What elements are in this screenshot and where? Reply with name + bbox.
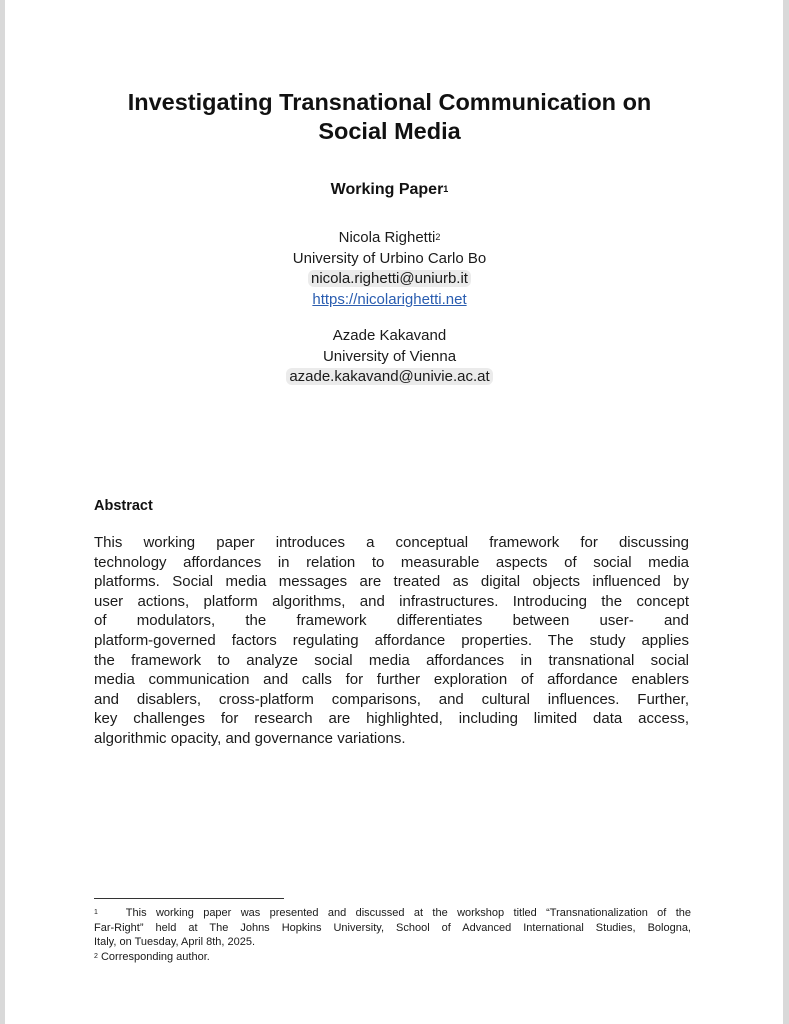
abstract-line: platform-governed factors regulating affordance properties. The study applies <box>94 631 689 649</box>
footnote-1-marker: 1 <box>94 909 98 916</box>
abstract-line: algorithmic opacity, and governance variations. <box>94 729 406 747</box>
author-affiliation: University of Urbino Carlo Bo <box>292 249 487 267</box>
abstract-body <box>94 533 689 749</box>
abstract-line: key challenges for research are highlighted, including limited data access, <box>94 710 689 728</box>
author-website-link[interactable]: https://nicolarighetti.net <box>312 290 467 308</box>
abstract-line: This working paper introduces a conceptual framework for discussing <box>94 534 689 551</box>
author-affiliation: University of Vienna <box>322 347 457 365</box>
paper-title <box>0 88 784 146</box>
paper-subtitle <box>0 180 784 200</box>
author-name: Azade Kakavand <box>332 327 447 344</box>
footnote-2-line <box>94 950 691 965</box>
footnote-text: This working paper was presented and discussed at the workshop titled “Transnationalization of the <box>125 907 691 919</box>
abstract-line: of modulators, the framework differentiates between user- and <box>94 612 689 630</box>
author-name-text: Nicola Righetti <box>338 229 436 246</box>
title-line-1: Investigating Transnational Communication on <box>127 89 652 115</box>
subtitle-text: Working Paper <box>330 181 444 198</box>
author-1 <box>0 228 784 310</box>
abstract-line: the framework to analyze social media affordances in transnational social <box>94 651 689 669</box>
author-email[interactable]: nicola.righetti@uniurb.it <box>308 270 471 287</box>
footnote-marker-2[interactable]: 2 <box>435 232 441 242</box>
author-block <box>0 228 784 388</box>
title-line-2: Social Media <box>318 118 461 144</box>
footnote-marker-1[interactable]: 1 <box>443 184 449 194</box>
author-2 <box>0 326 784 388</box>
abstract-line: and disablers, cross-platform comparisons, and cultural influences. Further, <box>94 690 689 708</box>
footnote-separator <box>94 898 284 899</box>
footnote-text: Corresponding author. <box>100 950 210 963</box>
abstract-line: platforms. Social media messages are treated as digital objects influenced by <box>94 573 689 591</box>
footnote-1-line: Italy, on Tuesday, April 8th, 2025. <box>94 936 256 948</box>
footnotes <box>94 906 691 964</box>
footnote-1-line <box>94 906 691 921</box>
author-email[interactable]: azade.kakavand@univie.ac.at <box>286 368 492 385</box>
author-name <box>0 228 784 249</box>
abstract-line: user actions, platform algorithms, and infrastructures. Introducing the concept <box>94 592 689 610</box>
abstract-line: technology affordances in relation to measurable aspects of social media <box>94 553 689 571</box>
footnote-1-line: Far-Right” held at The Johns Hopkins University, School of Advanced International Studies, Bologna, <box>94 921 691 934</box>
abstract-heading: Abstract <box>94 498 153 514</box>
abstract-line: media communication and calls for further exploration of affordance enablers <box>94 671 689 689</box>
footnote-2-marker: 2 <box>94 952 98 960</box>
